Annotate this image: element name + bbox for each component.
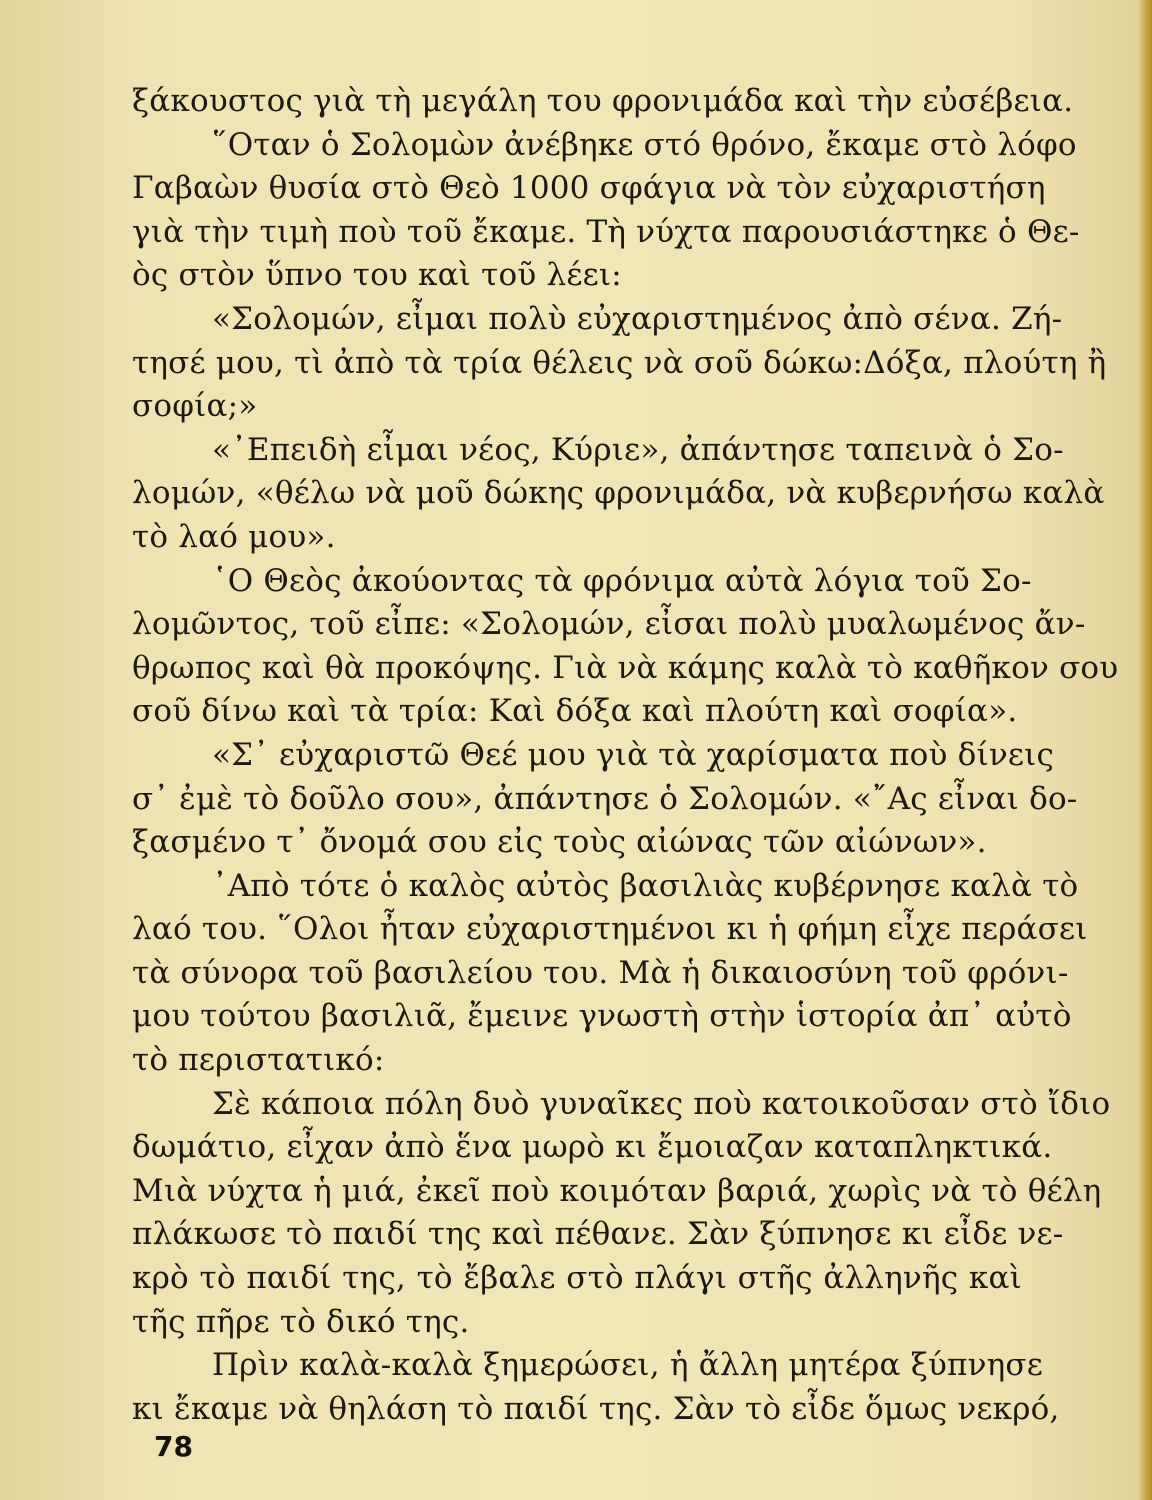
text-line: τῆς πῆρε τὸ δικό της. (132, 1303, 470, 1340)
text-line: μου τούτου βασιλιᾶ, ἔμεινε γνωστὴ στὴν ἱστορία ἀπ᾿ αὐτὸ (132, 998, 1072, 1035)
text-line: ῞Οταν ὁ Σολομὼν ἀνέβηκε στό θρόνο, ἔκαμε στὸ λόφο (212, 126, 1077, 163)
text-line: «Σ᾿ εὐχαριστῶ Θεέ μου γιὰ τὰ χαρίσματα ποὺ δίνεις (212, 736, 1055, 773)
body-text (132, 80, 1119, 1431)
text-line: λομῶντος, τοῦ εἶπε: «Σολομών, εἶσαι πολὺ μυαλωμένος ἄν- (132, 606, 1086, 643)
text-line: πλάκωσε τὸ παιδί της καὶ πέθανε. Σὰν ξύπνησε κι εἶδε νε- (132, 1216, 1064, 1253)
text-line: Σὲ κάποια πόλη δυὸ γυναῖκες ποὺ κατοικοῦσαν στὸ ἴδιο (212, 1085, 1111, 1122)
text-line: ῾Ο Θεὸς ἀκούοντας τὰ φρόνιμα αὐτὰ λόγια τοῦ Σο- (212, 562, 1032, 599)
text-line: ξασμένο τ᾿ ὄνομά σου εἰς τοὺς αἰώνας τῶν αἰώνων». (132, 824, 987, 861)
text-line: Πρὶν καλὰ-καλὰ ξημερώσει, ἡ ἄλλη μητέρα ξύπνησε (212, 1347, 1044, 1384)
text-line: θρωπος καὶ θὰ προκόψης. Γιὰ νὰ κάμης καλὰ τὸ καθῆκον σου (132, 649, 1119, 686)
text-line: λαό του. ῞Ολοι ἦταν εὐχαριστημένοι κι ἡ φήμη εἶχε περάσει (132, 911, 1088, 948)
text-line: λομών, «θέλω νὰ μοῦ δώκης φρονιμάδα, νὰ κυβερνήσω καλὰ (132, 475, 1105, 512)
text-line: τὰ σύνορα τοῦ βασιλείου του. Μὰ ἡ δικαιοσύνη τοῦ φρόνι- (132, 954, 1069, 991)
text-line: κρὸ τὸ παιδί της, τὸ ἔβαλε στὸ πλάγι στῆς ἀλληνῆς καὶ (132, 1260, 1022, 1297)
text-line: «᾿Επειδὴ εἶμαι νέος, Κύριε», ἀπάντησε ταπεινὰ ὁ Σο- (212, 431, 1064, 468)
text-line: δωμάτιο, εἶχαν ἀπὸ ἕνα μωρὸ κι ἔμοιαζαν καταπληκτικά. (132, 1129, 1053, 1166)
text-line: «Σολομών, εἶμαι πολὺ εὐχαριστημένος ἀπὸ σένα. Ζή- (212, 300, 1063, 337)
text-line: ξάκουστος γιὰ τὴ μεγάλη του φρονιμάδα καὶ τὴν εὐσέβεια. (132, 83, 1074, 119)
text-line: γιὰ τὴν τιμὴ ποὺ τοῦ ἔκαμε. Τὴ νύχτα παρουσιάστηκε ὁ Θε- (132, 213, 1080, 250)
text-line: σοφία;» (132, 388, 258, 425)
text-line: σ᾿ ἐμὲ τὸ δοῦλο σου», ἀπάντησε ὁ Σολομών. «῎Ας εἶναι δο- (132, 780, 1078, 817)
text-line: τὸ περιστατικό: (132, 1042, 385, 1079)
page-number: 78 (154, 1430, 193, 1463)
text-line: ᾿Απὸ τότε ὁ καλὸς αὐτὸς βασιλιὰς κυβέρνησε καλὰ τὸ (212, 867, 1079, 904)
text-line: σοῦ δίνω καὶ τὰ τρία: Καὶ δόξα καὶ πλούτη καὶ σοφία». (132, 693, 1018, 730)
text-line: τησέ μου, τὶ ἀπὸ τὰ τρία θέλεις νὰ σοῦ δώκω:Δόξα, πλούτη ἢ (132, 344, 1107, 381)
text-line: τὸ λαό μου». (132, 518, 336, 555)
text-line: ὸς στὸν ὕπνο του καὶ τοῦ λέει: (132, 257, 622, 294)
page-edge-shadow (1138, 0, 1152, 1500)
text-line: κι ἔκαμε νὰ θηλάση τὸ παιδί της. Σὰν τὸ εἶδε ὅμως νεκρό, (132, 1390, 1060, 1427)
text-line: Μιὰ νύχτα ἡ μιά, ἐκεῖ ποὺ κοιμόταν βαριά, χωρὶς νὰ τὸ θέλη (132, 1172, 1102, 1209)
text-line: Γαβαὼν θυσία στὸ Θεὸ 1000 σφάγια νὰ τὸν εὐχαριστήση (132, 170, 1046, 207)
